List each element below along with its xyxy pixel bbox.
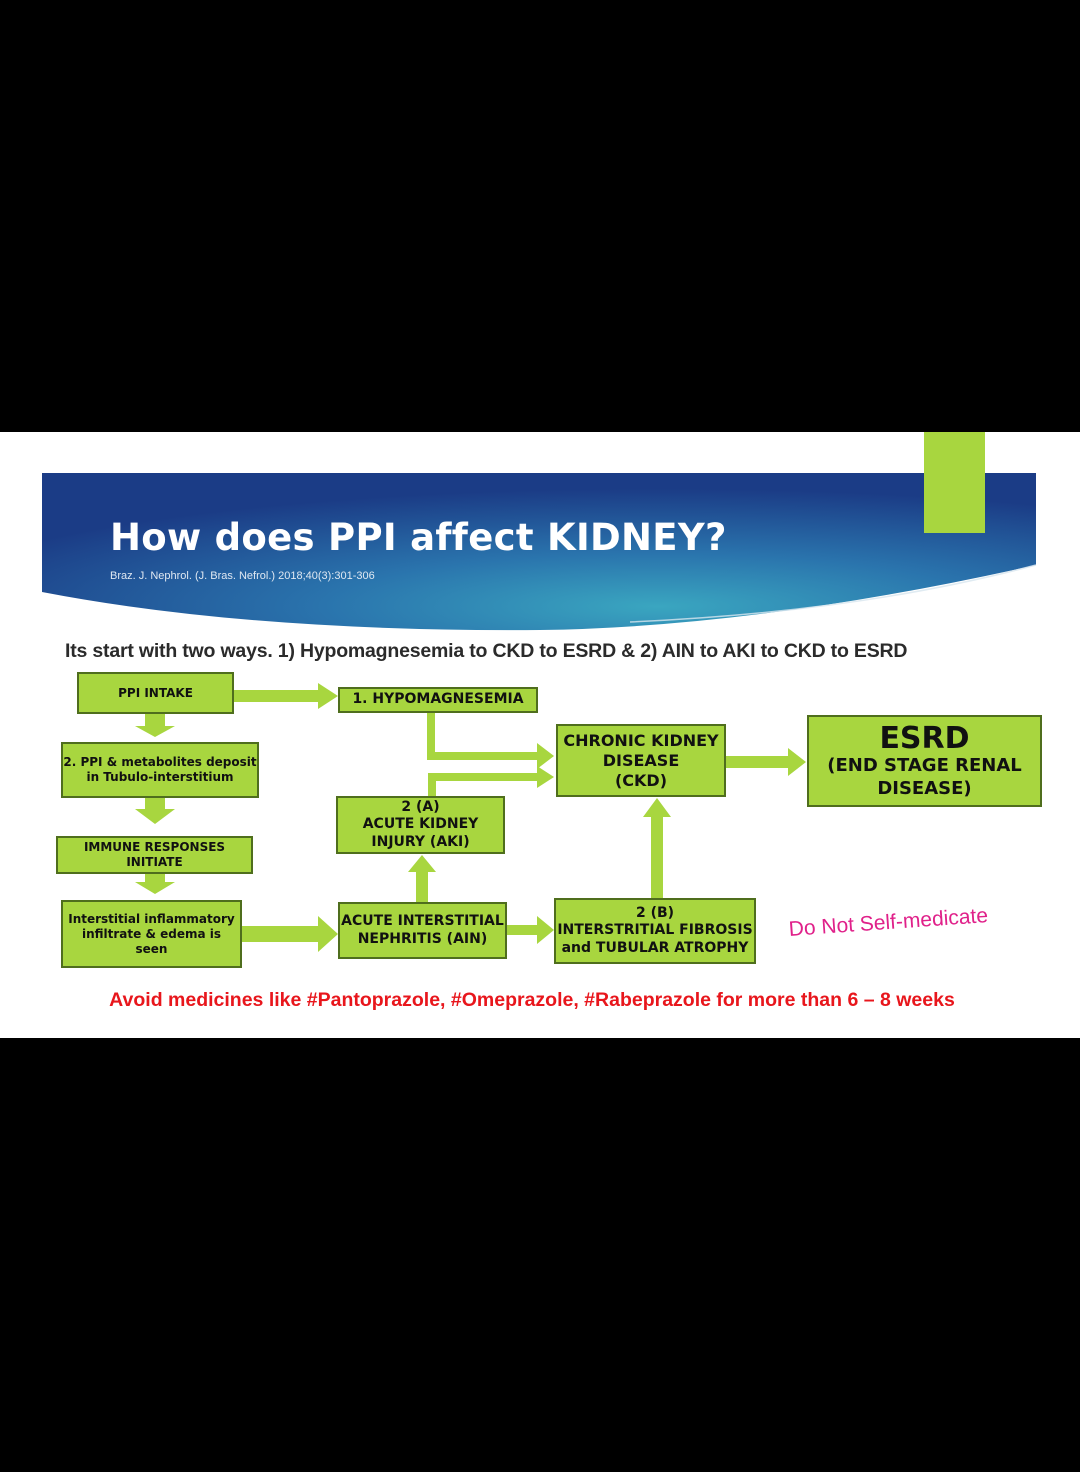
node-aki: 2 (A) ACUTE KIDNEY INJURY (AKI): [336, 796, 505, 854]
arrow-hypo-ckd: [427, 712, 554, 769]
slide: [0, 432, 1080, 1038]
arrow-right-fibrosis: [507, 916, 554, 944]
esrd-subtitle: (END STAGE RENAL DISEASE): [827, 755, 1022, 799]
citation: Braz. J. Nephrol. (J. Bras. Nefrol.) 2018;40(3):301-306: [110, 570, 375, 582]
arrow-right-ain: [242, 916, 338, 952]
arrow-down-1: [135, 714, 175, 737]
node-hypomagnesemia: 1. HYPOMAGNESEMIA: [338, 687, 538, 713]
arrow-right-hypo: [234, 683, 338, 709]
slide-title: How does PPI affect KIDNEY?: [110, 516, 727, 559]
arrow-up-ckd: [643, 798, 671, 898]
node-ain: ACUTE INTERSTITIAL NEPHRITIS (AIN): [338, 902, 507, 959]
node-fibrosis: 2 (B) INTERSTRITIAL FIBROSIS and TUBULAR ATROPHY: [554, 898, 756, 964]
arrow-down-3: [135, 874, 175, 894]
node-ppi-deposit: 2. PPI & metabolites deposit in Tubulo-interstitium: [61, 742, 259, 798]
node-ppi-intake: PPI INTAKE: [77, 672, 234, 714]
warning-text: Avoid medicines like #Pantoprazole, #Omeprazole, #Rabeprazole for more than 6 – 8 weeks: [109, 989, 955, 1011]
arrow-down-2: [135, 798, 175, 824]
arrow-up-aki: [408, 855, 436, 902]
arrow-right-esrd: [726, 748, 806, 776]
node-immune-responses: IMMUNE RESPONSES INITIATE: [56, 836, 253, 874]
node-ckd: CHRONIC KIDNEY DISEASE (CKD): [556, 724, 726, 797]
node-esrd: [807, 715, 1042, 807]
intro-text: Its start with two ways. 1) Hypomagnesemia to CKD to ESRD & 2) AIN to AKI to CKD to ESRD: [65, 640, 908, 662]
esrd-heading: ESRD: [879, 721, 970, 756]
self-medicate-note: Do Not Self-medicate: [788, 904, 989, 941]
arrow-aki-ckd: [428, 766, 554, 796]
node-infiltrate: Interstitial inflammatory infiltrate & edema is seen: [61, 900, 242, 968]
